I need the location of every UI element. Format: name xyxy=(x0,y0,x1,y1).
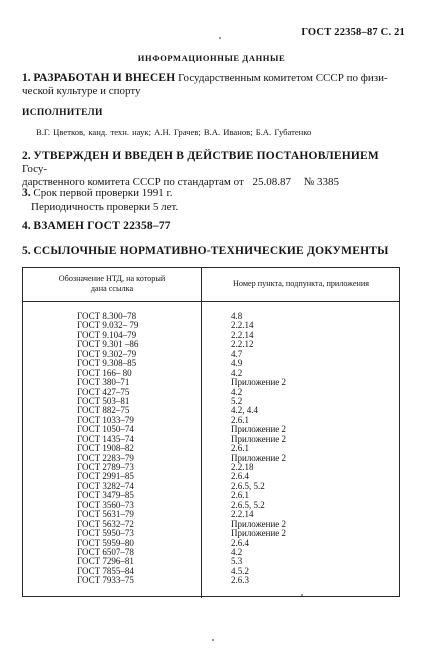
cell-document: ГОСТ 427–75 xyxy=(77,386,130,397)
column-header-document xyxy=(29,274,195,294)
section-2-number-ref: № 3385 xyxy=(303,176,340,188)
section-4-text: ВЗАМЕН ГОСТ 22358–77 xyxy=(33,220,171,232)
cell-document: ГОСТ 380–71 xyxy=(77,377,130,388)
scan-speck xyxy=(301,594,303,596)
section-2-tail: Госу- xyxy=(22,163,48,175)
section-2-text: дарственного комитета СССР по стандартам от xyxy=(22,176,244,188)
column-header-document-line2: дана ссылка xyxy=(90,284,134,293)
cell-clause: 2.2.18 xyxy=(231,462,254,472)
section-5-number: 5. xyxy=(22,245,31,257)
section-1-lead: РАЗРАБОТАН И ВНЕСЕН xyxy=(33,72,176,84)
cell-document: ГОСТ 3282–74 xyxy=(77,480,134,491)
cell-document: ГОСТ 1033–79 xyxy=(77,414,134,425)
cell-document: ГОСТ 2283–79 xyxy=(77,452,134,463)
cell-document: ГОСТ 503–81 xyxy=(77,395,130,406)
cell-clause: 4.2 xyxy=(231,386,243,397)
column-header-document-line1: Обозначение НТД, на который xyxy=(58,274,166,283)
section-4 xyxy=(22,220,400,233)
cell-clause: 4.2, 4.4 xyxy=(231,405,258,416)
cell-clause: 2.2.14 xyxy=(231,329,254,340)
cell-clause: 2.2.14 xyxy=(231,509,254,520)
cell-clause: Приложение 2 xyxy=(231,433,287,444)
cell-clause: 4.2 xyxy=(231,367,243,378)
cell-clause: Приложение 2 xyxy=(231,424,287,435)
page-header: ГОСТ 22358–87 С. 21 xyxy=(301,27,405,38)
section-2-lead: УТВЕРЖДЕН И ВВЕДЕН В ДЕЙСТВИЕ ПОСТАНОВЛЕНИЕМ xyxy=(33,150,379,162)
section-4-number: 4. xyxy=(22,220,31,232)
performers-heading: ИСПОЛНИТЕЛИ xyxy=(22,108,103,118)
cell-clause: 2.6.4 xyxy=(231,471,249,482)
section-1 xyxy=(22,72,400,98)
cell-clause: 5.3 xyxy=(231,556,243,567)
cell-clause: 4.7 xyxy=(231,348,243,359)
cell-document: ГОСТ 1908–82 xyxy=(77,443,134,454)
section-1-number: 1. xyxy=(22,72,31,84)
cell-clause: 2.6.5, 5.2 xyxy=(231,499,265,510)
cell-clause: Приложение 2 xyxy=(231,377,287,388)
section-3-number: 3. xyxy=(22,187,31,199)
cell-document: ГОСТ 9.104–79 xyxy=(77,329,137,340)
cell-document: ГОСТ 6507–78 xyxy=(77,546,134,557)
header-divider xyxy=(23,301,399,302)
cell-document: ГОСТ 9.302–79 xyxy=(77,348,137,359)
cell-clause: 2.2.14 xyxy=(231,320,254,331)
cell-document: ГОСТ 9.032– 79 xyxy=(77,320,139,331)
cell-document: ГОСТ 3479–85 xyxy=(77,490,134,501)
section-5 xyxy=(22,245,400,258)
cell-clause: 2.6.1 xyxy=(231,414,249,425)
cell-document: ГОСТ 2789–73 xyxy=(77,462,134,472)
cell-document: ГОСТ 5959–80 xyxy=(77,537,134,548)
cell-document: ГОСТ 8.300–78 xyxy=(77,311,137,321)
table-row xyxy=(23,576,399,585)
cell-document: ГОСТ 1435–74 xyxy=(77,433,134,444)
cell-document: ГОСТ 5632–72 xyxy=(77,518,134,529)
section-2-date: 25.08.87 xyxy=(252,176,292,188)
cell-clause: 2.6.1 xyxy=(231,490,249,501)
cell-document: ГОСТ 9.308–85 xyxy=(77,358,137,369)
cell-clause: 2.6.3 xyxy=(231,575,249,586)
cell-clause: Приложение 2 xyxy=(231,518,287,529)
cell-clause: 2.6.1 xyxy=(231,443,249,454)
cell-document: ГОСТ 5631–79 xyxy=(77,509,134,520)
cell-document: ГОСТ 7855–84 xyxy=(77,565,134,576)
section-3 xyxy=(22,186,400,214)
cell-clause: 4.8 xyxy=(231,311,243,321)
performers-names: В.Г. Цветков, канд. техн. наук; А.Н. Грачев; В.А. Иванов; Б.А. Губатенко xyxy=(36,127,312,137)
section-3-line1: Срок первой проверки 1991 г. xyxy=(33,187,173,199)
cell-document: ГОСТ 2991–85 xyxy=(77,471,134,482)
cell-document: ГОСТ 7296–81 xyxy=(77,556,134,567)
cell-clause: 2.6.4 xyxy=(231,537,249,548)
section-2-number: 2. xyxy=(22,150,31,162)
cell-clause: 4.2 xyxy=(231,546,243,557)
column-header-clause: Номер пункта, подпункта, приложения xyxy=(232,279,370,288)
table-body xyxy=(23,312,399,586)
cell-document: ГОСТ 7933–75 xyxy=(77,575,134,586)
cell-document: ГОСТ 5950–73 xyxy=(77,528,134,539)
cell-document: ГОСТ 882–75 xyxy=(77,405,130,416)
cell-document: ГОСТ 1050–74 xyxy=(77,424,134,435)
cell-clause: 5.2 xyxy=(231,395,243,406)
cell-clause: 4.9 xyxy=(231,358,243,369)
cell-clause: 4.5.2 xyxy=(231,565,249,576)
info-title: ИНФОРМАЦИОННЫЕ ДАННЫЕ xyxy=(137,53,286,63)
section-1-text: Государственным комитетом СССР по физи- xyxy=(175,72,388,84)
section-3-line2: Периодичность проверки 5 лет. xyxy=(31,201,179,213)
references-table xyxy=(22,267,400,597)
scan-speck xyxy=(212,639,214,641)
cell-clause: Приложение 2 xyxy=(231,452,287,463)
section-1-text-cont: ческой культуре и спорту xyxy=(22,85,141,97)
cell-document: ГОСТ 166– 80 xyxy=(77,367,132,378)
cell-clause: Приложение 2 xyxy=(231,528,287,539)
scan-speck xyxy=(219,37,221,39)
cell-document: ГОСТ 9.301 –86 xyxy=(77,339,139,350)
section-5-text: ССЫЛОЧНЫЕ НОРМАТИВНО-ТЕХНИЧЕСКИЕ ДОКУМЕНТЫ xyxy=(33,245,389,257)
cell-clause: 2.6.5, 5.2 xyxy=(231,480,265,491)
cell-clause: 2.2.12 xyxy=(231,339,254,350)
cell-document: ГОСТ 3560–73 xyxy=(77,499,134,510)
section-2 xyxy=(22,150,400,189)
